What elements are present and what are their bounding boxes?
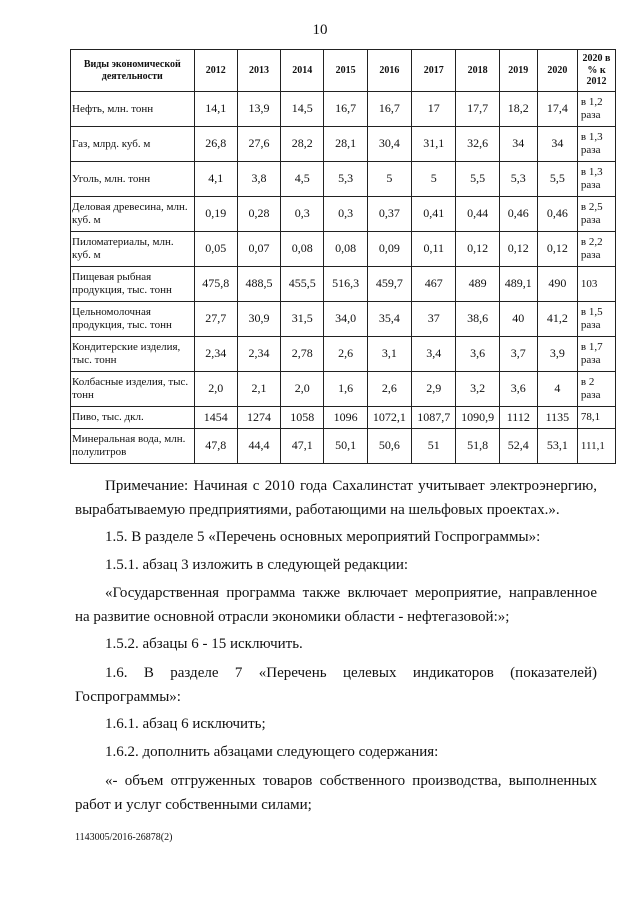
value-cell: 34 xyxy=(499,127,537,162)
ratio-cell: в 1,5 раза xyxy=(577,302,615,337)
value-cell: 0,46 xyxy=(537,197,577,232)
value-cell: 488,5 xyxy=(237,267,280,302)
ratio-cell: в 1,7 раза xyxy=(577,337,615,372)
value-cell: 14,5 xyxy=(281,92,324,127)
activity-cell: Минеральная вода, млн. полулитров xyxy=(71,429,195,464)
activity-cell: Уголь, млн. тонн xyxy=(71,162,195,197)
value-cell: 489,1 xyxy=(499,267,537,302)
activity-cell: Газ, млрд. куб. м xyxy=(71,127,195,162)
value-cell: 455,5 xyxy=(281,267,324,302)
paragraph-1-5: 1.5. В разделе 5 «Перечень основных мероприятий Госпрограммы»: xyxy=(105,529,541,545)
value-cell: 53,1 xyxy=(537,429,577,464)
value-cell: 4,1 xyxy=(194,162,237,197)
activity-cell: Деловая древесина, млн. куб. м xyxy=(71,197,195,232)
value-cell: 1135 xyxy=(537,407,577,429)
activity-cell: Пищевая рыбная продукция, тыс. тонн xyxy=(71,267,195,302)
value-cell: 2,0 xyxy=(281,372,324,407)
value-cell: 459,7 xyxy=(367,267,411,302)
value-cell: 30,4 xyxy=(367,127,411,162)
value-cell: 2,9 xyxy=(412,372,456,407)
value-cell: 31,1 xyxy=(412,127,456,162)
activity-cell: Пиломатериалы, млн. куб. м xyxy=(71,232,195,267)
table-row xyxy=(71,407,616,429)
value-cell: 34 xyxy=(537,127,577,162)
value-cell: 26,8 xyxy=(194,127,237,162)
table-row xyxy=(71,162,616,197)
table-row xyxy=(71,197,616,232)
value-cell: 0,05 xyxy=(194,232,237,267)
value-cell: 31,5 xyxy=(281,302,324,337)
ratio-cell: 78,1 xyxy=(577,407,615,429)
value-cell: 1087,7 xyxy=(412,407,456,429)
activity-cell: Пиво, тыс. дкл. xyxy=(71,407,195,429)
value-cell: 18,2 xyxy=(499,92,537,127)
quote-paragraph: «Государственная программа также включает мероприятие, направленное на развитие основной отрасли экономики области - нефтегазовой:»; xyxy=(75,585,597,625)
value-cell: 47,1 xyxy=(281,429,324,464)
value-cell: 0,37 xyxy=(367,197,411,232)
value-cell: 34,0 xyxy=(324,302,367,337)
value-cell: 16,7 xyxy=(324,92,367,127)
value-cell: 14,1 xyxy=(194,92,237,127)
paragraph-1-6-1: 1.6.1. абзац 6 исключить; xyxy=(105,716,266,732)
paragraph-1-6: 1.6. В разделе 7 «Перечень целевых индикаторов (показателей) Госпрограммы»: xyxy=(75,665,597,705)
value-cell: 467 xyxy=(412,267,456,302)
value-cell: 3,1 xyxy=(367,337,411,372)
header-year: 2012 xyxy=(194,50,237,92)
header-year: 2020 xyxy=(537,50,577,92)
value-cell: 1,6 xyxy=(324,372,367,407)
paragraph-1-5-2: 1.5.2. абзацы 6 - 15 исключить. xyxy=(105,636,303,652)
header-year: 2018 xyxy=(456,50,499,92)
value-cell: 2,6 xyxy=(324,337,367,372)
value-cell: 0,19 xyxy=(194,197,237,232)
table-header-row xyxy=(71,50,616,92)
header-year: 2015 xyxy=(324,50,367,92)
table-body xyxy=(71,92,616,464)
value-cell: 2,34 xyxy=(237,337,280,372)
header-year: 2013 xyxy=(237,50,280,92)
value-cell: 3,2 xyxy=(456,372,499,407)
value-cell: 35,4 xyxy=(367,302,411,337)
paragraph-1-6-2: 1.6.2. дополнить абзацами следующего содержания: xyxy=(105,744,439,760)
table-row xyxy=(71,429,616,464)
value-cell: 0,41 xyxy=(412,197,456,232)
ratio-cell: в 1,2 раза xyxy=(577,92,615,127)
value-cell: 0,11 xyxy=(412,232,456,267)
value-cell: 0,3 xyxy=(324,197,367,232)
value-cell: 50,1 xyxy=(324,429,367,464)
value-cell: 490 xyxy=(537,267,577,302)
table-row xyxy=(71,127,616,162)
table-row xyxy=(71,232,616,267)
ratio-cell: в 1,3 раза xyxy=(577,162,615,197)
value-cell: 16,7 xyxy=(367,92,411,127)
value-cell: 1274 xyxy=(237,407,280,429)
value-cell: 3,7 xyxy=(499,337,537,372)
value-cell: 44,4 xyxy=(237,429,280,464)
value-cell: 50,6 xyxy=(367,429,411,464)
value-cell: 17 xyxy=(412,92,456,127)
activity-cell: Кондитерские изделия, тыс. тонн xyxy=(71,337,195,372)
note-paragraph: Примечание: Начиная с 2010 года Сахалинстат учитывает электроэнергию, вырабатываемую предприятиями, работающими на шельфовых проектах.». xyxy=(75,478,597,518)
table-row xyxy=(71,302,616,337)
value-cell: 0,08 xyxy=(281,232,324,267)
value-cell: 1096 xyxy=(324,407,367,429)
volume-paragraph: «- объем отгруженных товаров собственного производства, выполненных работ и услуг собственными силами; xyxy=(75,773,597,813)
value-cell: 516,3 xyxy=(324,267,367,302)
ratio-cell: в 1,3 раза xyxy=(577,127,615,162)
value-cell: 4,5 xyxy=(281,162,324,197)
value-cell: 0,08 xyxy=(324,232,367,267)
header-ratio: 2020 в % к 2012 xyxy=(577,50,615,92)
value-cell: 1454 xyxy=(194,407,237,429)
value-cell: 475,8 xyxy=(194,267,237,302)
value-cell: 0,07 xyxy=(237,232,280,267)
value-cell: 5,5 xyxy=(537,162,577,197)
value-cell: 489 xyxy=(456,267,499,302)
header-year: 2014 xyxy=(281,50,324,92)
value-cell: 28,1 xyxy=(324,127,367,162)
value-cell: 0,44 xyxy=(456,197,499,232)
ratio-cell: 103 xyxy=(577,267,615,302)
value-cell: 40 xyxy=(499,302,537,337)
ratio-cell: в 2,5 раза xyxy=(577,197,615,232)
value-cell: 28,2 xyxy=(281,127,324,162)
activity-cell: Колбасные изделия, тыс. тонн xyxy=(71,372,195,407)
value-cell: 4 xyxy=(537,372,577,407)
header-year: 2017 xyxy=(412,50,456,92)
value-cell: 0,28 xyxy=(237,197,280,232)
value-cell: 3,6 xyxy=(456,337,499,372)
paragraph-1-5-1: 1.5.1. абзац 3 изложить в следующей редакции: xyxy=(105,557,409,573)
value-cell: 5 xyxy=(367,162,411,197)
value-cell: 0,09 xyxy=(367,232,411,267)
value-cell: 38,6 xyxy=(456,302,499,337)
value-cell: 2,1 xyxy=(237,372,280,407)
activity-cell: Цельномолочная продукция, тыс. тонн xyxy=(71,302,195,337)
value-cell: 0,46 xyxy=(499,197,537,232)
ratio-cell: 111,1 xyxy=(577,429,615,464)
value-cell: 37 xyxy=(412,302,456,337)
value-cell: 3,6 xyxy=(499,372,537,407)
ratio-cell: в 2 раза xyxy=(577,372,615,407)
ratio-cell: в 2,2 раза xyxy=(577,232,615,267)
value-cell: 3,4 xyxy=(412,337,456,372)
value-cell: 3,9 xyxy=(537,337,577,372)
value-cell: 3,8 xyxy=(237,162,280,197)
value-cell: 17,7 xyxy=(456,92,499,127)
activity-cell: Нефть, млн. тонн xyxy=(71,92,195,127)
value-cell: 0,12 xyxy=(537,232,577,267)
value-cell: 1112 xyxy=(499,407,537,429)
value-cell: 0,3 xyxy=(281,197,324,232)
value-cell: 0,12 xyxy=(499,232,537,267)
header-year: 2019 xyxy=(499,50,537,92)
value-cell: 5,5 xyxy=(456,162,499,197)
value-cell: 0,12 xyxy=(456,232,499,267)
table-row xyxy=(71,267,616,302)
value-cell: 1058 xyxy=(281,407,324,429)
table-row xyxy=(71,372,616,407)
value-cell: 5 xyxy=(412,162,456,197)
header-activity: Виды экономической деятельности xyxy=(71,50,195,92)
value-cell: 2,34 xyxy=(194,337,237,372)
value-cell: 1090,9 xyxy=(456,407,499,429)
table-row xyxy=(71,337,616,372)
value-cell: 2,78 xyxy=(281,337,324,372)
value-cell: 27,7 xyxy=(194,302,237,337)
value-cell: 47,8 xyxy=(194,429,237,464)
value-cell: 1072,1 xyxy=(367,407,411,429)
table-row xyxy=(71,92,616,127)
value-cell: 51 xyxy=(412,429,456,464)
value-cell: 2,0 xyxy=(194,372,237,407)
value-cell: 41,2 xyxy=(537,302,577,337)
page-number: 10 xyxy=(312,22,328,38)
value-cell: 5,3 xyxy=(324,162,367,197)
value-cell: 51,8 xyxy=(456,429,499,464)
value-cell: 2,6 xyxy=(367,372,411,407)
value-cell: 5,3 xyxy=(499,162,537,197)
value-cell: 13,9 xyxy=(237,92,280,127)
value-cell: 52,4 xyxy=(499,429,537,464)
production-table xyxy=(70,49,616,464)
header-year: 2016 xyxy=(367,50,411,92)
value-cell: 32,6 xyxy=(456,127,499,162)
document-code: 1143005/2016-26878(2) xyxy=(75,832,173,843)
value-cell: 27,6 xyxy=(237,127,280,162)
value-cell: 30,9 xyxy=(237,302,280,337)
value-cell: 17,4 xyxy=(537,92,577,127)
